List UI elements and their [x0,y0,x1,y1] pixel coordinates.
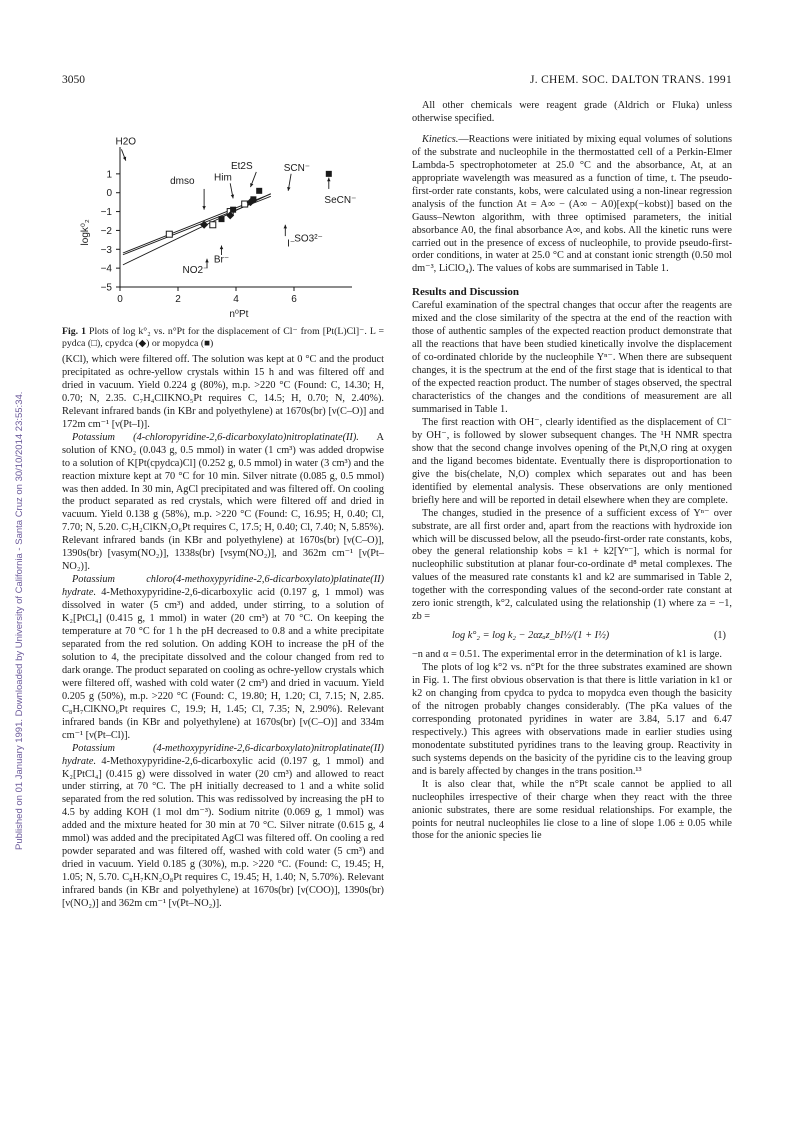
journal-running-head: J. CHEM. SOC. DALTON TRANS. 1991 [529,74,732,86]
arrow-head [231,195,234,199]
page-number: 3050 [62,74,85,86]
paragraph-body: 4-Methoxypyridine-2,6-dicarboxylic acid (0.197 g, 1 mmol) and K₂[PtCl₄] (0.415 g) were dissolved in water (20 cm³) and allowed to react under stirring, at 70 °C. The pH initially decreased to 1 and a white solid separated from the red solution. This was redissolved by increasing the pH to 4.5 by adding KOH (1 mol dm⁻³). Sodium nitrite (0.069 g, 1 mmol) was added and the mixture heated for 30 min at 70 °C. Silver nitrate (0.615 g, 4 mmol) was added and the precipitated AgCl was filtered off. On cooling a red powder separated and was filtered off, washed with cold water (5 cm³) and dried in vacuum. Yield 0.185 g (30%), m.p. >220 °C. (Found: C, 19.45; H, 1.05; N, 5.70. C₈H₇KN₂O₈Pt requires C, 19.45; H, 1.40; N, 5.70%). Relevant infrared bands (in KBr and polyethylene) at 1670s(br) [ν(COO)], 1390s(br) [ν(NO₂)] and 362m cm⁻¹ [ν(Pt–NO₂)]. [62,755,384,910]
paragraph-kinetics [412,134,732,276]
nucleophile-label: I⁻ [287,238,296,250]
y-tick-label: 0 [106,188,112,200]
y-tick-label: −5 [100,282,112,294]
nucleophile-label: H2O [115,136,137,148]
paragraph: −n and α = 0.51. The experimental error in the determination of k1 is large. [412,649,722,661]
equation-number: (1) [713,630,726,642]
arrow-head [202,206,205,210]
watermark-text: Published on 01 January 1991. Downloaded by University of California - Santa Cruz on 30/10/2014 23:55:34. [14,391,25,850]
section-heading: Results and Discussion [412,286,519,299]
figure-caption [62,326,384,350]
y-tick-label: −2 [100,225,112,237]
y-tick-label: 1 [106,169,112,181]
page-header [62,74,732,90]
paragraph-body: 4-Methoxypyridine-2,6-dicarboxylic acid (0.197 g, 1 mmol) was dissolved in water (5 cm³) and added, under stirring, to a solution of K₂[PtCl₄] (0.415 g, 1 mmol) in water (20 cm³) at 70 °C. On keeping the temperature at 70 °C for 1 h the pH decreased to 0.8 and a white precipitate separated from the red solution. On adding KOH to increase the pH of the solution to 4, the precipitate dissolved and the colour changed from red to dark orange. The product separated on cooling as ochre-yellow crystals which were filtered off, washed with cold water (2 cm³) and dried in vacuum. Yield 0.205 g (50%), m.p. >220 °C (Found: C, 19.80; H, 1.20; Cl, 7.15; N, 2.85. C₈H₇ClKNO₆Pt requires C, 19.9; H, 1.45; Cl, 7.35; N, 2.90%). Relevant infrared bands (in KBr and polyethylene) at 1670s(br) [ν(C–O)] and 334m cm⁻¹ [ν(Pt–Cl)]. [62,587,384,741]
arrow-head [205,259,208,263]
arrow-head [287,187,290,191]
x-tick-label: 2 [175,294,181,305]
nucleophile-label: Et2S [230,161,253,173]
nucleophile-label: SeCN⁻ [324,195,357,207]
nucleophile-label: Br⁻ [213,254,230,266]
x-axis-label: n⁰Pt [229,309,249,320]
y-tick-label: −1 [100,207,112,219]
nucleophile-label: dmso [170,176,195,188]
compound-name: Potassium chloro(4-methoxypyridine-2,6-dicarboxylato)platinate(II) hydrate. [62,574,384,599]
arrow-head [327,178,330,182]
caption-text: Plots of log k°₂ vs. n°Pt for the displacement of Cl⁻ from [Pt(L)Cl]⁻. L = pydca (□), cpydca (◆) or mopydca (■) [62,326,384,349]
equation-body: log k°₂ = log k₂ − 2αzₐz_bI½/(1 + I½) [452,630,610,642]
nucleophile-label: SO3²⁻ [294,233,323,245]
paragraph-body: A solution of KNO₂ (0.043 g, 0.5 mmol) in water (1 cm³) was added dropwise to a solution of K[Pt(cpydca)Cl] (0.252 g, 0.5 mmol) in water (3 cm³) and the reaction mixture kept at 70 °C for 10 min. Silver nitrate (0.085 g, 0.5 mmol) was then added. In 30 min, AgCl precipitated and was filtered off. On cooling the product separated as red crystals, which were filtered off and dried in vacuum. Yield 0.138 g (58%), m.p. >220 °C (Found: C, 16.95; H, 0.40; Cl, 7.70; N, 5.20. C₇H₂ClKN₂O₆Pt requires C, 17.5; H, 0.40; Cl, 7.40; N, 5.85%). Relevant infrared bands (in KBr and polyethylene) at 1670s(br) [ν(C–O)], 1390s(br) [νasym(NO₂)], 1338s(br) [νsym(NO₂)], and 362m cm⁻¹ [ν(Pt–NO₂)]. [62,431,384,573]
x-tick-label: 4 [233,294,239,305]
fit-line-pydca [123,196,271,254]
nucleophile-label: Him [214,172,232,184]
paragraph: The first reaction with OH⁻, clearly identified as the displacement of Cl⁻ by OH⁻, is followed by slower subsequent changes. The ¹H NMR spectra show that the second change involves opening of the Pt,N,O ring at oxygen and the ligand becomes bidentate. Eventually there is disproportionation to give the bis(chelate, N,O) complex which separates out and has been identified by elemental analysis. These observations are only mentioned briefly here and will be reported in detail elsewhere when they are complete. [412,416,732,506]
nucleophile-labels [116,137,357,276]
nucleophile-label: NO2⁻ [182,264,209,276]
nucleophile-label: SCN⁻ [283,163,311,175]
equation-1 [412,624,732,649]
point-mopydca [219,216,225,222]
fig1-plot [62,95,392,323]
figure-1 [62,95,392,323]
left-column [62,354,384,911]
paragraph-chloro-mopydca [62,574,384,742]
compound-name: Potassium (4-methoxypyridine-2,6-dicarboxylato)nitroplatinate(II) hydrate. [62,742,384,767]
arrow-head [284,225,287,229]
compound-name: Potassium (4-chloropyridine-2,6-dicarboxylato)nitroplatinate(II). [72,431,359,443]
arrow-head [220,246,223,250]
caption-label: Fig. 1 [62,326,86,337]
x-tick-label: 6 [291,294,297,305]
paragraph: All other chemicals were reagent grade (Aldrich or Fluka) unless otherwise specified. [412,100,732,124]
point-mopydca [256,188,262,194]
paragraph: It is also clear that, while the n°Pt scale cannot be applied to all nucleophiles irrespective of their charge when they react with the three anionic substrates, there are some residual relationships. For example, the points for neutral nucleophiles lie close to a line of slope 1.06 ± 0.05 while those for the anionic species lie [412,778,732,842]
paragraph-body: —Reactions were initiated by mixing equal volumes of solutions of the substrate and nucleophile in the thermostatted cell of a Perkin-Elmer Lambda-5 spectrophotometer at 25.0 °C and the absorbance, At, at an appropriate wavelength was measured as a function of time, t. The pseudo-first-order rate constants, kobs, were calculated using a non-linear regression analysis of the function At = A∞ − (A∞ − A0)[exp(−kobst)] based on the Gauss–Newton algorithm, with three optimised parameters, the initial absorbance A0, the final absorbance A∞, and kobs. All the kinetic runs were carried out in the presence of excess of nucleophile, to provide pseudo-first-order conditions, in water at 25.0 °C and at constant ionic strength (0.50 mol dm⁻³, LiClO₄). The values of kobs are summarised in Table 1. [412,133,732,275]
paragraph: The changes, studied in the presence of a sufficient excess of Yⁿ⁻ over substrate, are all first order and, apart from the reactions with hydroxide ion which will be discussed below, all the pseudo-first-order rate constants, kobs, obey the general relationship kobs = k1 + k2[Yⁿ⁻], which is normal for nucleophilic substitution at planar four-co-ordinate d⁸ metal complexes. The values of the measured rate constants k1 and k2 are summarised in Table 2, together with the corresponding values of the second-order rate constant at zero ionic strength, k°2, calculated using the relationship (1) where za = −1, zb = [412,507,732,623]
subsection-title: Kinetics. [422,133,459,145]
right-column [412,100,732,843]
point-pydca [210,222,216,228]
paragraph-nitro-mopydca [62,743,384,911]
y-tick-label: −3 [100,244,112,256]
point-mopydca [250,196,256,202]
y-tick-label: −4 [100,263,112,275]
paragraph: (KCl), which were filtered off. The solution was kept at 0 °C and the product precipitated as ochre-yellow crystals within 15 h and was filtered off and dried in vacuum. Yield 0.224 g (80%), m.p. >220 °C (Found: C, 14.30; H, 0.70; N, 2.35. C₇H₄ClIKNO₅Pt requires C, 14.5; H, 0.70; N, 2.40%). Relevant infrared bands (in KBr and polyethylene) at 1670s(br) [ν(C–O)] and 172m cm⁻¹ [ν(Pt–I)]. [62,354,384,430]
point-mopydca [326,171,332,177]
paragraph: Careful examination of the spectral changes that occur after the reagents are mixed and the close similarity of the spectra at the end of the reaction with those of authentic samples of the expected reaction product demonstrate that all the reactions that have been studied kinetically involve the displacement of co-ordinated chloride by the nucleophile Yⁿ⁻. When there are subsequent changes, it is the spectrum at the end of the first stage that is identical to that of the expected reaction product. The number of stages observed, the spectral characteristics of the changes and the conditions of measurement are all summarised in Table 1. [412,300,732,415]
point-mopydca [230,207,236,213]
provenance-watermark [2,150,25,850]
point-pydca [166,231,172,237]
y-axis-label: logk⁰₂ [80,219,91,246]
fit-lines [123,194,271,265]
fit-line-cpydca [123,194,271,265]
paragraph: The plots of log k°2 vs. n°Pt for the three substrates examined are shown in Fig. 1. The first obvious observation is that there is little variation in k1 or k2 on changing from cpydca to pydca to mopydca even though the basicity of the nitrogen probably changes considerably. (The pKa values of the corresponding protonated pyridines in water are 3.84, 5.17 and 6.47 respectively.) This agrees with observations made in earlier studies using monodentate substituted pyridines trans to the leaving group. Reactivity in such systems depends on the basicity of the pyridine cis to the leaving group and is barely affected by changes in the trans position.¹³ [412,662,732,777]
paragraph-chloropyridine [62,432,384,574]
x-tick-label: 0 [117,294,123,305]
